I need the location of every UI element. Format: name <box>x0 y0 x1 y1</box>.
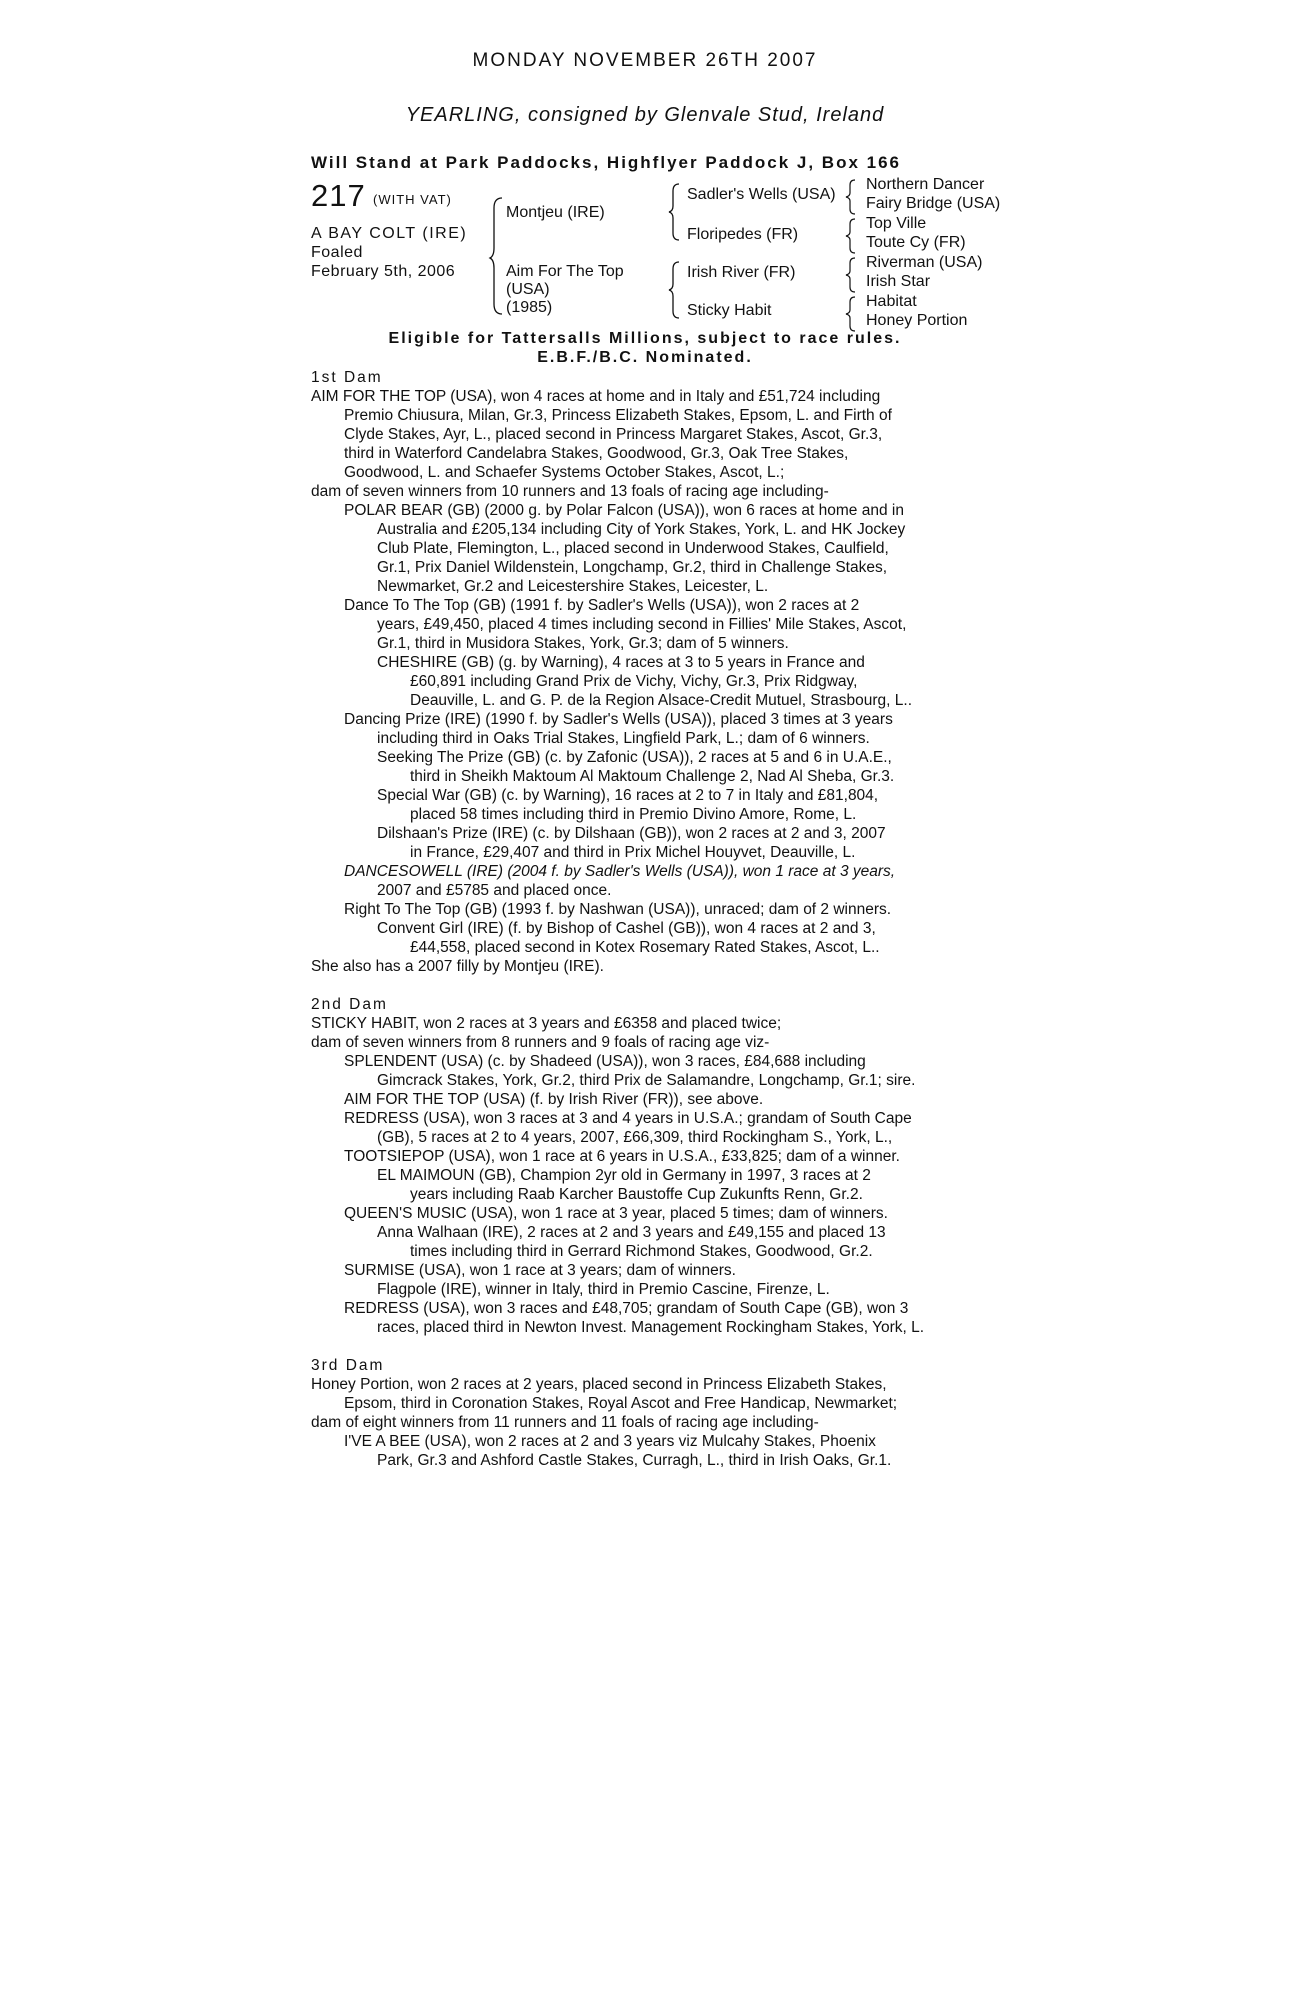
body-line: Dilshaan's Prize (IRE) (c. by Dilshaan (GB)), won 2 races at 2 and 3, 2007 <box>377 825 886 842</box>
brace-g3-2 <box>846 217 856 255</box>
dam-line-2: (USA) <box>506 281 550 298</box>
body-line: QUEEN'S MUSIC (USA), won 1 race at 3 year, placed 5 times; dam of winners. <box>344 1205 888 1222</box>
body-line: third in Sheikh Maktoum Al Maktoum Challenge 2, Nad Al Sheba, Gr.3. <box>410 768 895 785</box>
body-line: STICKY HABIT, won 2 races at 3 years and £6358 and placed twice; <box>311 1015 782 1032</box>
body-line: Clyde Stakes, Ayr, L., placed second in Princess Margaret Stakes, Ascot, Gr.3, <box>344 426 883 443</box>
dam-sire-sire: Riverman (USA) <box>866 254 983 271</box>
dam-sire: Irish River (FR) <box>687 264 796 281</box>
body-line: Club Plate, Flemington, L., placed second in Underwood Stakes, Caulfield, <box>377 540 889 557</box>
dam-line-3: (1985) <box>506 299 553 316</box>
eligibility-line-2: E.B.F./B.C. Nominated. <box>537 349 753 366</box>
body-line: Gr.1, Prix Daniel Wildenstein, Longchamp, Gr.2, third in Challenge Stakes, <box>377 559 888 576</box>
section-heading: 3rd Dam <box>311 1357 385 1374</box>
sire-dam-dam: Toute Cy (FR) <box>866 234 966 251</box>
body-line: AIM FOR THE TOP (USA), won 4 races at home and in Italy and £51,724 including <box>311 388 881 405</box>
dam-dam: Sticky Habit <box>687 302 772 319</box>
catalogue-body <box>311 368 986 1470</box>
body-line: Honey Portion, won 2 races at 2 years, placed second in Princess Elizabeth Stakes, <box>311 1376 887 1393</box>
sire-sire-dam: Fairy Bridge (USA) <box>866 195 1001 212</box>
foaled-label: Foaled <box>311 244 363 261</box>
body-line: Newmarket, Gr.2 and Leicestershire Stakes, Leicester, L. <box>377 578 769 595</box>
foaled-date: February 5th, 2006 <box>311 263 456 280</box>
body-line: Flagpole (IRE), winner in Italy, third in Premio Cascine, Firenze, L. <box>377 1281 830 1298</box>
sire-dam-sire: Top Ville <box>866 215 927 232</box>
body-line: Australia and £205,134 including City of York Stakes, York, L. and HK Jockey <box>377 521 906 538</box>
brace-sire-parents <box>669 182 681 242</box>
body-line: including third in Oaks Trial Stakes, Lingfield Park, L.; dam of 6 winners. <box>377 730 870 747</box>
body-line: POLAR BEAR (GB) (2000 g. by Polar Falcon (USA)), won 6 races at home and in <box>344 502 904 519</box>
body-line: Park, Gr.3 and Ashford Castle Stakes, Curragh, L., third in Irish Oaks, Gr.1. <box>377 1452 892 1469</box>
brace-generation-1 <box>490 196 504 316</box>
spacer <box>311 976 986 995</box>
body-line: REDRESS (USA), won 3 races and £48,705; grandam of South Cape (GB), won 3 <box>344 1300 909 1317</box>
body-line: AIM FOR THE TOP (USA) (f. by Irish River (FR)), see above. <box>344 1091 764 1108</box>
brace-dam-parents <box>669 260 681 320</box>
sale-date: MONDAY NOVEMBER 26TH 2007 <box>472 50 818 71</box>
body-line: £60,891 including Grand Prix de Vichy, Vichy, Gr.3, Prix Ridgway, <box>410 673 858 690</box>
stand-location: Will Stand at Park Paddocks, Highflyer Paddock J, Box 166 <box>311 153 901 172</box>
lot-number: 217 <box>311 178 366 213</box>
brace-g3-4 <box>846 295 856 333</box>
body-line: 2007 and £5785 and placed once. <box>377 882 612 899</box>
body-line: in France, £29,407 and third in Prix Michel Houyvet, Deauville, L. <box>410 844 856 861</box>
body-line: Dancing Prize (IRE) (1990 f. by Sadler's Wells (USA)), placed 3 times at 3 years <box>344 711 893 728</box>
body-line: times including third in Gerrard Richmond Stakes, Goodwood, Gr.2. <box>410 1243 873 1260</box>
lot-description <box>311 224 467 281</box>
sire-sire: Sadler's Wells (USA) <box>687 186 836 203</box>
dam-dam-dam: Honey Portion <box>866 312 968 329</box>
body-line: dam of seven winners from 10 runners and 13 foals of racing age including- <box>311 483 829 500</box>
body-line: EL MAIMOUN (GB), Champion 2yr old in Germany in 1997, 3 races at 2 <box>377 1167 871 1184</box>
body-line: Anna Walhaan (IRE), 2 races at 2 and 3 years and £49,155 and placed 13 <box>377 1224 886 1241</box>
sire: Montjeu (IRE) <box>506 204 605 221</box>
body-line: Gimcrack Stakes, York, Gr.2, third Prix de Salamandre, Longchamp, Gr.1; sire. <box>377 1072 916 1089</box>
body-line: races, placed third in Newton Invest. Management Rockingham Stakes, York, L. <box>377 1319 925 1336</box>
dam-sire-dam: Irish Star <box>866 273 931 290</box>
body-line: CHESHIRE (GB) (g. by Warning), 4 races at 3 to 5 years in France and <box>377 654 865 671</box>
dam-dam-sire: Habitat <box>866 293 917 310</box>
brace-g3-3 <box>846 256 856 294</box>
body-line: Dance To The Top (GB) (1991 f. by Sadler's Wells (USA)), won 2 races at 2 <box>344 597 860 614</box>
spacer <box>311 1337 986 1356</box>
body-line: dam of seven winners from 8 runners and 9 foals of racing age viz- <box>311 1034 770 1051</box>
sire-sire-sire: Northern Dancer <box>866 176 985 193</box>
section-heading: 1st Dam <box>311 369 383 386</box>
body-line: Seeking The Prize (GB) (c. by Zafonic (USA)), 2 races at 5 and 6 in U.A.E., <box>377 749 892 766</box>
consignor-line: YEARLING, consigned by Glenvale Stud, Ireland <box>405 104 885 126</box>
section-heading: 2nd Dam <box>311 996 388 1013</box>
body-line: TOOTSIEPOP (USA), won 1 race at 6 years in U.S.A., £33,825; dam of a winner. <box>344 1148 900 1165</box>
body-line: (GB), 5 races at 2 to 4 years, 2007, £66,309, third Rockingham S., York, L., <box>377 1129 893 1146</box>
colt-name: A BAY COLT (IRE) <box>311 225 468 242</box>
body-line: I'VE A BEE (USA), won 2 races at 2 and 3 years viz Mulcahy Stakes, Phoenix <box>344 1433 876 1450</box>
body-line: Epsom, third in Coronation Stakes, Royal Ascot and Free Handicap, Newmarket; <box>344 1395 898 1412</box>
sire-dam: Floripedes (FR) <box>687 226 799 243</box>
brace-g3-1 <box>846 178 856 216</box>
body-line: Deauville, L. and G. P. de la Region Alsace-Credit Mutuel, Strasbourg, L.. <box>410 692 913 709</box>
dam <box>506 263 624 317</box>
body-line: years, £49,450, placed 4 times including second in Fillies' Mile Stakes, Ascot, <box>377 616 907 633</box>
body-line: REDRESS (USA), won 3 races at 3 and 4 years in U.S.A.; grandam of South Cape <box>344 1110 912 1127</box>
body-line: third in Waterford Candelabra Stakes, Goodwood, Gr.3, Oak Tree Stakes, <box>344 445 849 462</box>
body-line: Premio Chiusura, Milan, Gr.3, Princess Elizabeth Stakes, Epsom, L. and Firth of <box>344 407 892 424</box>
body-line: dam of eight winners from 11 runners and 11 foals of racing age including- <box>311 1414 819 1431</box>
body-line: Special War (GB) (c. by Warning), 16 races at 2 to 7 in Italy and £81,804, <box>377 787 879 804</box>
dam-line-1: Aim For The Top <box>506 263 624 280</box>
vat-note: (WITH VAT) <box>373 192 452 207</box>
body-line: years including Raab Karcher Baustoffe Cup Zukunfts Renn, Gr.2. <box>410 1186 863 1203</box>
body-line: SURMISE (USA), won 1 race at 3 years; dam of winners. <box>344 1262 736 1279</box>
eligibility-line-1: Eligible for Tattersalls Millions, subject to race rules. <box>388 330 902 347</box>
body-line: £44,558, placed second in Kotex Rosemary Rated Stakes, Ascot, L.. <box>410 939 880 956</box>
body-line: Goodwood, L. and Schaefer Systems October Stakes, Ascot, L.; <box>344 464 785 481</box>
body-line: Gr.1, third in Musidora Stakes, York, Gr.3; dam of 5 winners. <box>377 635 789 652</box>
body-line: DANCESOWELL (IRE) (2004 f. by Sadler's Wells (USA)), won 1 race at 3 years, <box>344 863 896 880</box>
body-line: Right To The Top (GB) (1993 f. by Nashwan (USA)), unraced; dam of 2 winners. <box>344 901 892 918</box>
body-line: She also has a 2007 filly by Montjeu (IRE). <box>311 958 604 975</box>
body-line: SPLENDENT (USA) (c. by Shadeed (USA)), won 3 races, £84,688 including <box>344 1053 866 1070</box>
body-line: placed 58 times including third in Premio Divino Amore, Rome, L. <box>410 806 857 823</box>
body-line: Convent Girl (IRE) (f. by Bishop of Cashel (GB)), won 4 races at 2 and 3, <box>377 920 876 937</box>
